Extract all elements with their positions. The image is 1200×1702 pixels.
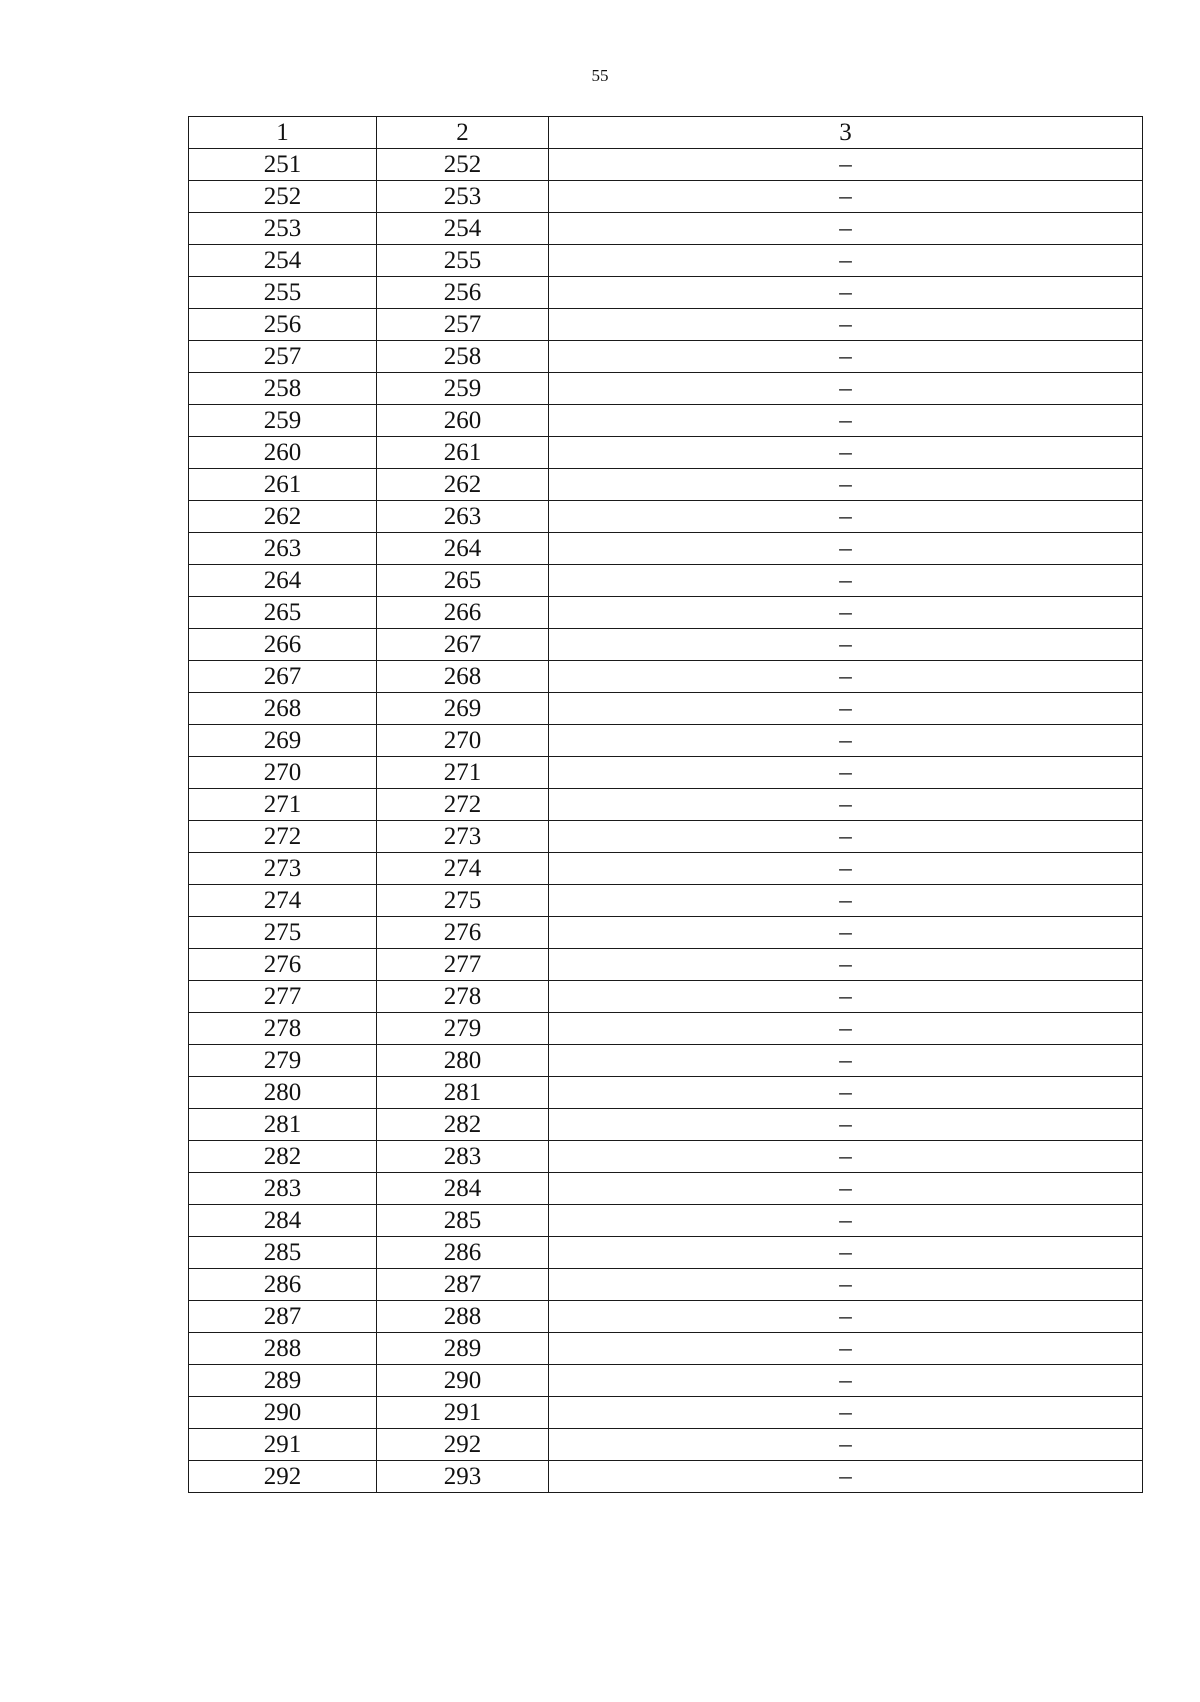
table-row [189,661,1143,693]
table-cell: 264 [377,533,549,565]
table-cell: – [549,149,1143,181]
table-row [189,565,1143,597]
table-cell: 280 [377,1045,549,1077]
table-cell: – [549,245,1143,277]
table-cell: – [549,725,1143,757]
table-row [189,1013,1143,1045]
table-row [189,341,1143,373]
table-cell: – [549,1045,1143,1077]
table-cell: 273 [189,853,377,885]
table-cell: 273 [377,821,549,853]
table-row [189,1269,1143,1301]
table-cell: 256 [189,309,377,341]
table-cell: – [549,757,1143,789]
table-row [189,1045,1143,1077]
table-cell: 268 [189,693,377,725]
table-cell: 274 [377,853,549,885]
table-cell: 279 [189,1045,377,1077]
table-cell: 277 [377,949,549,981]
table-cell: 287 [189,1301,377,1333]
table-cell: 278 [377,981,549,1013]
table-cell: 254 [377,213,549,245]
table-cell: 276 [189,949,377,981]
table-cell: – [549,1365,1143,1397]
table-cell: 253 [189,213,377,245]
column-header: 2 [377,117,549,149]
table-cell: – [549,917,1143,949]
table-row [189,949,1143,981]
table-row [189,373,1143,405]
table-cell: 293 [377,1461,549,1493]
table-cell: – [549,373,1143,405]
table-cell: 281 [377,1077,549,1109]
table-header-row [189,117,1143,149]
table-cell: 282 [377,1109,549,1141]
table-cell: – [549,949,1143,981]
table-body [189,117,1143,1493]
table-cell: – [549,981,1143,1013]
table-cell: 286 [377,1237,549,1269]
table-row [189,1077,1143,1109]
table-cell: – [549,1301,1143,1333]
table-cell: 285 [377,1205,549,1237]
table-cell: 257 [189,341,377,373]
table-cell: 288 [377,1301,549,1333]
table-cell: – [549,1173,1143,1205]
table-cell: 252 [189,181,377,213]
table-cell: 288 [189,1333,377,1365]
table-row [189,469,1143,501]
table-cell: 290 [189,1397,377,1429]
table-cell: 285 [189,1237,377,1269]
table-row [189,533,1143,565]
table-cell: 289 [189,1365,377,1397]
table-cell: 272 [189,821,377,853]
table-cell: 276 [377,917,549,949]
table-cell: – [549,1013,1143,1045]
table-row [189,1333,1143,1365]
table-cell: 281 [189,1109,377,1141]
table-cell: – [549,533,1143,565]
table-cell: 265 [189,597,377,629]
table-cell: 277 [189,981,377,1013]
table-cell: 275 [377,885,549,917]
table-cell: 263 [189,533,377,565]
table-cell: 262 [189,501,377,533]
table-cell: – [549,469,1143,501]
table-cell: 257 [377,309,549,341]
table-cell: – [549,277,1143,309]
data-table [188,116,1143,1493]
table-cell: – [549,565,1143,597]
table-cell: 260 [377,405,549,437]
table-row [189,405,1143,437]
table-cell: 291 [377,1397,549,1429]
table-cell: – [549,629,1143,661]
table-cell: 286 [189,1269,377,1301]
table-row [189,853,1143,885]
page-number: 55 [591,66,609,85]
table-cell: 254 [189,245,377,277]
table-cell: – [549,661,1143,693]
table-cell: 259 [377,373,549,405]
table-row [189,1173,1143,1205]
table-cell: 282 [189,1141,377,1173]
table-cell: – [549,501,1143,533]
table-cell: 255 [189,277,377,309]
table-cell: 284 [377,1173,549,1205]
table-row [189,1365,1143,1397]
table-cell: 287 [377,1269,549,1301]
table-row [189,309,1143,341]
table-cell: – [549,693,1143,725]
table-row [189,1237,1143,1269]
table-row [189,213,1143,245]
table-cell: 291 [189,1429,377,1461]
table-row [189,149,1143,181]
table-cell: – [549,885,1143,917]
table-cell: 261 [377,437,549,469]
column-header: 3 [549,117,1143,149]
table-cell: – [549,181,1143,213]
table-cell: 269 [377,693,549,725]
table-cell: 270 [189,757,377,789]
table-cell: – [549,1205,1143,1237]
table-row [189,245,1143,277]
table-cell: 266 [377,597,549,629]
table-cell: – [549,1077,1143,1109]
table-cell: – [549,437,1143,469]
table-cell: 271 [189,789,377,821]
table-cell: – [549,1141,1143,1173]
table-row [189,181,1143,213]
table-cell: 279 [377,1013,549,1045]
table-row [189,917,1143,949]
table-cell: – [549,853,1143,885]
table-cell: 260 [189,437,377,469]
table-row [189,789,1143,821]
table-cell: 268 [377,661,549,693]
table-cell: – [549,1461,1143,1493]
table-cell: 258 [189,373,377,405]
table-cell: 251 [189,149,377,181]
table-row [189,437,1143,469]
table-cell: 265 [377,565,549,597]
table-row [189,1205,1143,1237]
table-row [189,277,1143,309]
table-cell: 252 [377,149,549,181]
table-cell: 283 [377,1141,549,1173]
table-cell: 262 [377,469,549,501]
table-cell: – [549,309,1143,341]
table-cell: 270 [377,725,549,757]
table-row [189,981,1143,1013]
table-cell: 256 [377,277,549,309]
table-row [189,629,1143,661]
table-cell: – [549,789,1143,821]
table-cell: 275 [189,917,377,949]
table-row [189,885,1143,917]
table-row [189,1109,1143,1141]
table-cell: 290 [377,1365,549,1397]
table-cell: 267 [189,661,377,693]
table-row [189,821,1143,853]
table-cell: – [549,597,1143,629]
table-cell: – [549,1429,1143,1461]
table-cell: 253 [377,181,549,213]
table-cell: 259 [189,405,377,437]
table-cell: – [549,1397,1143,1429]
table-cell: 292 [377,1429,549,1461]
table-cell: 258 [377,341,549,373]
table-row [189,1301,1143,1333]
table-row [189,597,1143,629]
table-cell: – [549,821,1143,853]
table-cell: 261 [189,469,377,501]
table-cell: 280 [189,1077,377,1109]
table-cell: 271 [377,757,549,789]
table-cell: – [549,1109,1143,1141]
table-cell: 283 [189,1173,377,1205]
table-cell: 272 [377,789,549,821]
table-row [189,757,1143,789]
table-row [189,501,1143,533]
table-cell: – [549,1269,1143,1301]
table-cell: 264 [189,565,377,597]
table-cell: 263 [377,501,549,533]
table-row [189,1429,1143,1461]
table-cell: 267 [377,629,549,661]
column-header: 1 [189,117,377,149]
table-cell: – [549,1237,1143,1269]
table-row [189,693,1143,725]
table-cell: – [549,1333,1143,1365]
table-cell: 255 [377,245,549,277]
table-cell: 284 [189,1205,377,1237]
table-cell: 269 [189,725,377,757]
table-cell: 278 [189,1013,377,1045]
table-cell: 274 [189,885,377,917]
table-cell: 292 [189,1461,377,1493]
table-cell: – [549,341,1143,373]
table-cell: – [549,405,1143,437]
table-row [189,1461,1143,1493]
table-cell: 266 [189,629,377,661]
table-row [189,1141,1143,1173]
table-cell: 289 [377,1333,549,1365]
table-row [189,1397,1143,1429]
table-row [189,725,1143,757]
table-cell: – [549,213,1143,245]
